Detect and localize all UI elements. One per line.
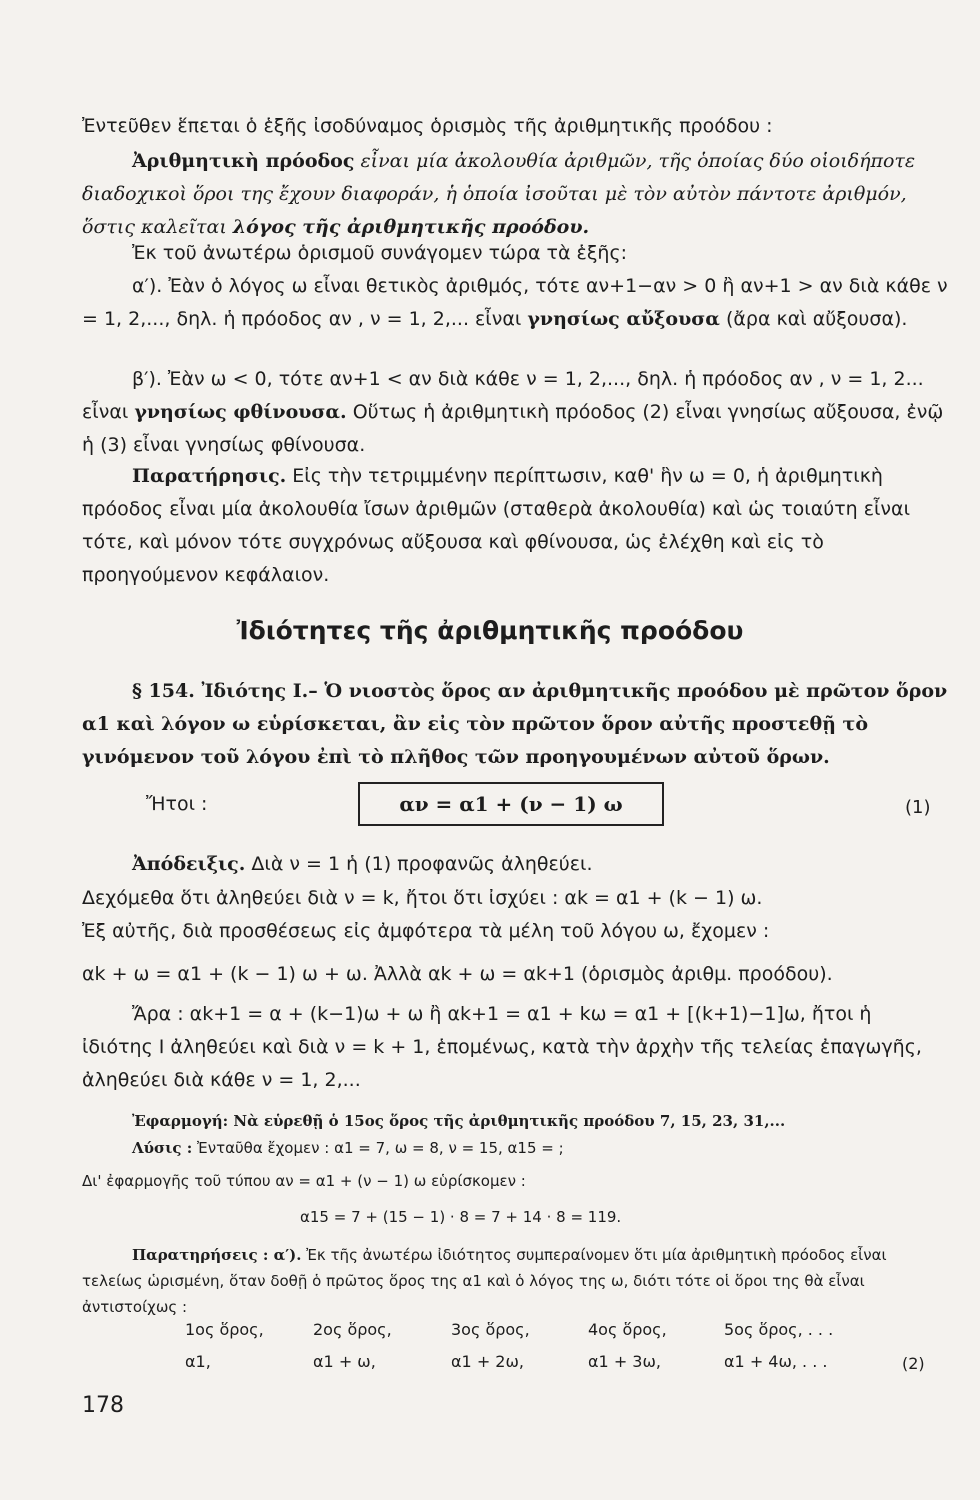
application-label: Ἐφαρμογή: [132,1112,229,1130]
proof-line-2: Δεχόμεθα ὅτι ἀληθεύει διὰ ν = k, ἤτοι ὅτι ἰσχύει : αk = α1 + (k − 1) ω. [82,887,763,909]
equation-label-1: (1) [905,797,931,818]
proof-line-3: Ἐξ αὐτῆς, διὰ προσθέσεως εἰς ἀμφότερα τὰ μέλη τοῦ λόγου ω, ἔχομεν : [82,920,770,942]
terms-value-2: α1 + ω, [313,1352,376,1371]
case-b-paragraph: β′). Ἐὰν ω < 0, τότε αν+1 < αν διὰ κάθε ν = 1, 2,..., δηλ. ἡ πρόοδος αν , ν = 1, 2... εἶναι γνησίως φθίνουσα. Οὕτως ἡ ἀριθμητικὴ πρόοδος (2) εἶναι γνησίως αὔξουσα, ἐνῷ ἡ (3) εἶναι γνησίως φθίνουσα. [82,368,944,456]
consequence-line: Ἐκ τοῦ ἀνωτέρω ὁρισμοῦ συνάγομεν τώρα τὰ ἑξῆς: [132,242,628,264]
intro-line: Ἐντεῦθεν ἕπεται ὁ ἑξῆς ἰσοδύναμος ὁρισμὸς τῆς ἀριθμητικῆς προόδου : [82,115,773,137]
property-label: § 154. Ἰδιότης Ι.– [132,680,325,702]
terms-value-3: α1 + 2ω, [451,1352,524,1371]
proof-line-4: αk + ω = α1 + (k − 1) ω + ω. Ἀλλὰ αk + ω = αk+1 (ὁρισμὸς ἀριθμ. προόδου). [82,963,833,985]
terms-header-1: 1ος ὅρος, [185,1320,264,1339]
solution-line: Λύσις : Ἐνταῦθα ἔχομεν : α1 = 7, ω = 8, ν = 15, α15 = ; [132,1139,564,1157]
terms-value-4: α1 + 3ω, [588,1352,661,1371]
proof-line-1: Ἀπόδειξις. Διὰ ν = 1 ἡ (1) προφανῶς ἀληθεύει. [132,853,593,875]
terms-header-4: 4ος ὅρος, [588,1320,667,1339]
logos-term: λόγος τῆς ἀριθμητικῆς προόδου. [232,216,590,238]
formula-box: αν = α1 + (ν − 1) ω [358,782,664,826]
case-a-paragraph: α′). Ἐὰν ὁ λόγος ω εἶναι θετικὸς ἀριθμός, τότε αν+1−αν > 0 ἢ αν+1 > αν διὰ κάθε ν = 1, 2,..., δηλ. ἡ πρόοδος αν , ν = 1, 2,... εἶναι γνησίως αὔξουσα (ἄρα καὶ αὔξουσα). [82,275,948,330]
result-line: α15 = 7 + (15 − 1) · 8 = 7 + 14 · 8 = 119. [300,1208,622,1226]
application-line: Ἐφαρμογή: Νὰ εὑρεθῇ ὁ 15ος ὅρος τῆς ἀριθμητικῆς προόδου 7, 15, 23, 31,... [132,1112,786,1130]
equation-label-2: (2) [902,1354,925,1373]
property-statement: § 154. Ἰδιότης Ι.– Ὁ νιοστὸς ὅρος αν ἀριθμητικῆς προόδου μὲ πρῶτον ὅρον α1 καὶ λόγον ω εὑρίσκεται, ἂν εἰς τὸν πρῶτον ὅρον αὐτῆς προστεθῇ τὸ γινόμενον τοῦ λόγου ἐπὶ τὸ πλῆθος τῶν προηγουμένων αὐτοῦ ὅρων. [82,680,948,768]
definition-term: Ἀριθμητικὴ πρόοδος [132,150,355,172]
terms-value-5: α1 + 4ω, . . . [724,1352,828,1371]
solution-label: Λύσις : [132,1139,193,1157]
terms-value-1: α1, [185,1352,211,1371]
page-number: 178 [82,1393,124,1418]
apply-formula-line: Δι' ἐφαρμογῆς τοῦ τύπου αν = α1 + (ν − 1) ω εὑρίσκομεν : [82,1172,526,1190]
remark-label: Παρατήρησις. [132,465,287,487]
section-heading: Ἰδιότητες τῆς ἀριθμητικῆς προόδου [236,616,744,645]
terms-header-3: 3ος ὅρος, [451,1320,530,1339]
remarks-label: Παρατηρήσεις : α′). [132,1246,302,1264]
terms-header-2: 2ος ὅρος, [313,1320,392,1339]
proof-label: Ἀπόδειξις. [132,853,246,875]
remark-paragraph: Παρατήρησις. Εἰς τὴν τετριμμένην περίπτωσιν, καθ' ἣν ω = 0, ἡ ἀριθμητικὴ πρόοδος εἶναι μία ἀκολουθία ἴσων ἀριθμῶν (σταθερὰ ἀκολουθία) καὶ ὡς τοιαύτη εἶναι τότε, καὶ μόνον τότε συγχρόνως αὔξουσα καὶ φθίνουσα, ὡς ἐλέχθη καὶ εἰς τὸ προηγούμενον κεφάλαιον. [82,465,910,586]
definition-paragraph: Ἀριθμητικὴ πρόοδος εἶναι μία ἀκολουθία ἀριθμῶν, τῆς ὁποίας δύο οἱοιδήποτε διαδοχικοὶ ὅροι της ἔχουν διαφοράν, ἡ ὁποία ἰσοῦται μὲ τὸν αὐτὸν πάντοτε ἀριθμόν, ὅστις καλεῖται λόγος τῆς ἀριθμητικῆς προόδου. [82,150,916,238]
remarks-paragraph: Παρατηρήσεις : α′). Ἐκ τῆς ἀνωτέρω ἰδιότητος συμπεραίνομεν ὅτι μία ἀριθμητικὴ πρόοδος εἶναι τελείως ὡρισμένη, ὅταν δοθῇ ὁ πρῶτος ὅρος της α1 καὶ ὁ λόγος της ω, διότι τότε οἱ ὅροι της θὰ εἶναι ἀντιστοίχως : [82,1246,887,1316]
htoi-label: Ἤτοι : [146,793,208,815]
proof-line-5: Ἄρα : αk+1 = α + (k−1)ω + ω ἢ αk+1 = α1 + kω = α1 + [(k+1)−1]ω, ἤτοι ἡ ἰδιότης Ι ἀληθεύει καὶ διὰ ν = k + 1, ἑπομένως, κατὰ τὴν ἀρχὴν τῆς τελείας ἐπαγωγῆς, ἀληθεύει διὰ κάθε ν = 1, 2,... [82,1003,922,1091]
terms-header-5: 5ος ὅρος, . . . [724,1320,834,1339]
